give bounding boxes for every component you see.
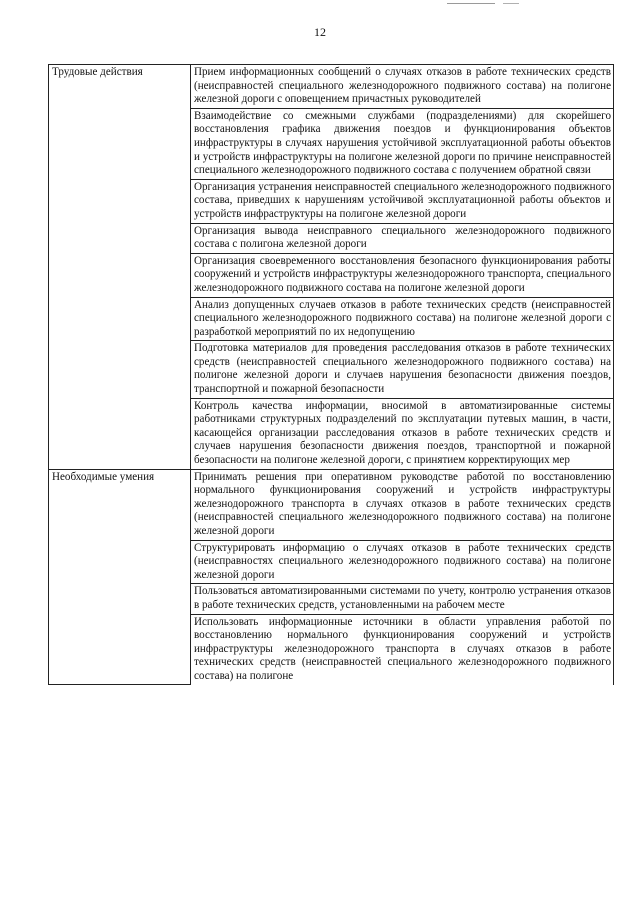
section-label-required-skills: Необходимые умения bbox=[49, 469, 191, 684]
labor-action-item: Контроль качества информации, вносимой в автоматизированные системы работниками структурных подразделений по эксплуатации путевых машин, в части, касающейся организации расследования отказов в работе технических средств и случаев нарушения безопасности движения поездов, транспортной и пожарной безопасности на полигоне железной дороги, с принятием корректирующих мер bbox=[191, 398, 614, 469]
labor-action-item: Анализ допущенных случаев отказов в работе технических средств (неисправностей специального железнодорожного подвижного состава) на полигоне железной дороги с разработкой мероприятий по их недопущению bbox=[191, 297, 614, 341]
top-edge-mark bbox=[447, 3, 495, 4]
labor-action-item: Организация вывода неисправного специального железнодорожного подвижного состава с полигона железной дороги bbox=[191, 223, 614, 253]
page-number: 12 bbox=[314, 25, 326, 39]
labor-action-item: Подготовка материалов для проведения расследования отказов в работе технических средств (неисправностей специального железнодорожного подвижного состава) на полигоне железной дороги и случаев нарушения безопасности движения поездов, транспортной и пожарной безопасности bbox=[191, 341, 614, 398]
skill-item: Структурировать информацию о случаях отказов в работе технических средств (неисправностях специального железнодорожного подвижного состава) на полигоне железной дороги bbox=[191, 540, 614, 584]
table-row bbox=[49, 469, 614, 540]
labor-action-item: Взаимодействие со смежными службами (подразделениями) для скорейшего восстановления графика движения поездов и функционирования объектов инфраструктуры в случаях нарушения устойчивой эксплуатационной работы объектов и устройств инфраструктуры на полигоне железной дороги по причине неисправностей специального железнодорожного подвижного состава с получением обратной связи bbox=[191, 108, 614, 179]
competency-table bbox=[48, 64, 614, 685]
labor-action-item: Организация устранения неисправностей специального железнодорожного подвижного состава, приведших к нарушениям устойчивой эксплуатационной работы объектов и устройств инфраструктуры на полигоне железной дороги bbox=[191, 179, 614, 223]
top-edge-mark bbox=[503, 3, 519, 4]
section-label-labor-actions: Трудовые действия bbox=[49, 65, 191, 470]
labor-action-item: Организация своевременного восстановления безопасного функционирования работы сооружений и устройств инфраструктуры железнодорожного транспорта, специального железнодорожного подвижного состава на полигоне железной дороги bbox=[191, 253, 614, 297]
table-row bbox=[49, 65, 614, 109]
labor-action-item: Прием информационных сообщений о случаях отказов в работе технических средств (неисправностей специального железнодорожного подвижного состава) на полигоне железной дороги с оповещением причастных руководителей bbox=[191, 65, 614, 109]
skill-item: Принимать решения при оперативном руководстве работой по восстановлению нормального функционирования сооружений и устройств инфраструктуры железнодорожного транспорта в случаях отказов в работе технических средств (неисправностей специального железнодорожного подвижного состава) на полигоне железной дороги bbox=[191, 469, 614, 540]
skill-item: Использовать информационные источники в области управления работой по восстановлению нормального функционирования сооружений и устройств инфраструктуры железнодорожного транспорта в случаях отказов в работе технических средств (неисправностей специального железнодорожного подвижного состава) на полигоне bbox=[191, 614, 614, 684]
skill-item: Пользоваться автоматизированными системами по учету, контролю устранения отказов в работе технических средств, установленными на рабочем месте bbox=[191, 584, 614, 614]
